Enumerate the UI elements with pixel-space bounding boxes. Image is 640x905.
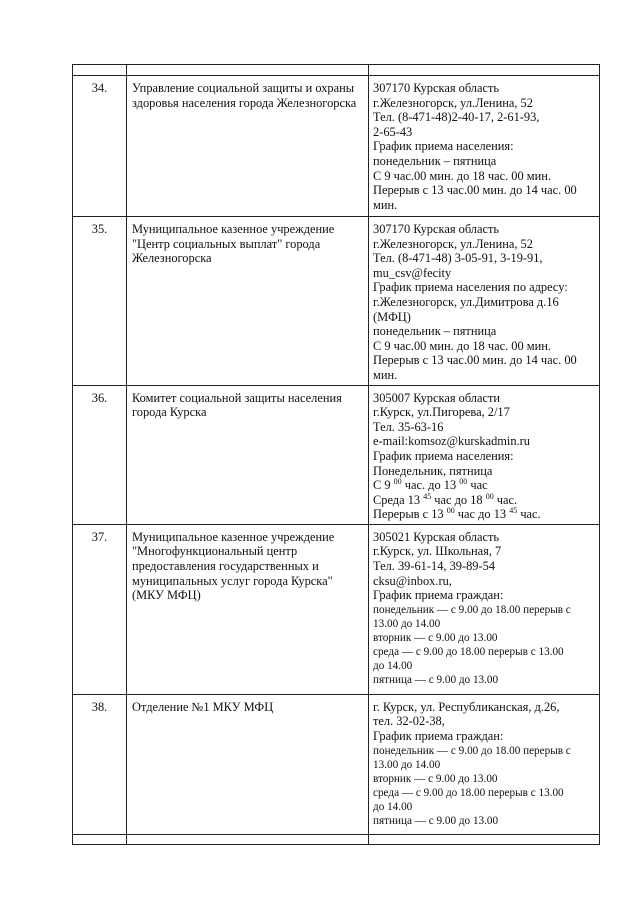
table-row	[73, 76, 600, 217]
schedule-line: 13.00 до 14.00	[373, 758, 441, 771]
info-line: График приема граждан:	[373, 588, 504, 603]
table-footer-blank-row	[73, 834, 600, 844]
info-line: г. Курск, ул. Республиканская, д.26,	[373, 699, 560, 714]
schedule-line: С 9 $^{00}$ час. до 13 $^{00}$ час	[373, 477, 488, 493]
info-line: Тел. (8-471-48) 3-05-91, 3-19-91,	[373, 251, 543, 266]
info-line: г.Железногорск, ул.Димитрова д.16	[373, 294, 559, 309]
contact-info	[369, 385, 600, 524]
schedule-line: среда — с 9.00 до 18.00 перерыв с 13.00	[373, 645, 564, 658]
info-line: График приема населения:	[373, 448, 514, 463]
email-link[interactable]: cksu@inbox.ru,	[373, 573, 452, 588]
schedule-line: вторник — с 9.00 до 13.00	[373, 631, 498, 644]
contact-info	[369, 694, 600, 834]
info-line: мин.	[373, 367, 398, 382]
info-line: Понедельник, пятница	[373, 463, 493, 478]
schedule-line: до 14.00	[373, 659, 413, 672]
row-number: 35.	[73, 217, 127, 386]
table-row	[73, 385, 600, 524]
info-line: г.Курск, ул.Пигорева, 2/17	[373, 405, 510, 420]
info-line: мин.	[373, 197, 398, 212]
info-line: 307170 Курская область	[373, 222, 500, 236]
info-line: Перерыв с 13 час.00 мин. до 14 час. 00	[373, 353, 577, 368]
table-header-blank-row	[73, 65, 600, 76]
schedule-line: вторник — с 9.00 до 13.00	[373, 772, 498, 785]
info-line: График приема населения:	[373, 139, 514, 154]
table-row	[73, 217, 600, 386]
institution-name: Муниципальное казенное учреждение "Центр социальных выплат" города Железногорска	[127, 217, 369, 386]
schedule-line: Перерыв с 13 $^{00}$ час до 13 $^{45}$ час.	[373, 506, 541, 522]
schedule-line: понедельник — с 9.00 до 18.00 перерыв с	[373, 744, 571, 757]
email-link[interactable]: mu_csv@fecity	[373, 265, 452, 280]
schedule-line: до 14.00	[373, 800, 413, 813]
info-line: Тел. 35-63-16	[373, 419, 444, 434]
info-line: понедельник – пятница	[373, 324, 497, 339]
row-number: 34.	[73, 76, 127, 217]
schedule-line: среда — с 9.00 до 18.00 перерыв с 13.00	[373, 786, 564, 799]
info-line: г.Железногорск, ул.Ленина, 52	[373, 95, 533, 110]
row-number: 36.	[73, 385, 127, 524]
institution-name: Муниципальное казенное учреждение "Многофункциональный центр предоставления государственных и муниципальных услуг города Курска" (МКУ МФЦ)	[127, 524, 369, 694]
info-line: С 9 час.00 мин. до 18 час. 00 мин.	[373, 168, 551, 183]
contact-info	[369, 76, 600, 217]
contact-info	[369, 217, 600, 386]
institution-name: Комитет социальной защиты населения города Курска	[127, 385, 369, 524]
institution-name: Управление социальной защиты и охраны здоровья населения города Железногорска	[127, 76, 369, 217]
info-line: 2-65-43	[373, 124, 413, 139]
info-line: Тел. 39-61-14, 39-89-54	[373, 559, 496, 574]
institution-name: Отделение №1 МКУ МФЦ	[127, 694, 369, 834]
info-line: График приема граждан:	[373, 729, 504, 744]
info-line: (МФЦ)	[373, 309, 411, 324]
schedule-line: 13.00 до 14.00	[373, 617, 441, 630]
row-number: 37.	[73, 524, 127, 694]
info-line: г.Железногорск, ул.Ленина, 52	[373, 236, 533, 251]
info-line: 305021 Курская область	[373, 529, 500, 544]
info-line: Тел. (8-471-48)2-40-17, 2-61-93,	[373, 110, 540, 125]
contact-info	[369, 524, 600, 694]
row-number: 38.	[73, 694, 127, 834]
info-line: 307170 Курская область	[373, 81, 500, 95]
email-link[interactable]: e-mail:komsoz@kurskadmin.ru	[373, 434, 530, 449]
info-line: График приема населения по адресу:	[373, 280, 568, 295]
table-row	[73, 524, 600, 694]
institutions-table	[72, 64, 600, 845]
info-line: понедельник – пятница	[373, 153, 497, 168]
schedule-line: пятница — с 9.00 до 13.00	[373, 814, 499, 827]
schedule-line: Среда 13 $^{45}$ час до 18 $^{00}$ час.	[373, 491, 518, 507]
info-line: С 9 час.00 мин. до 18 час. 00 мин.	[373, 338, 551, 353]
schedule-line: понедельник — с 9.00 до 18.00 перерыв с	[373, 603, 571, 616]
info-line: Перерыв с 13 час.00 мин. до 14 час. 00	[373, 183, 577, 198]
table-row	[73, 694, 600, 834]
info-line: 305007 Курская области	[373, 390, 501, 405]
info-line: тел. 32-02-38,	[373, 714, 445, 729]
schedule-line: пятница — с 9.00 до 13.00	[373, 673, 499, 686]
info-line: г.Курск, ул. Школьная, 7	[373, 544, 502, 559]
